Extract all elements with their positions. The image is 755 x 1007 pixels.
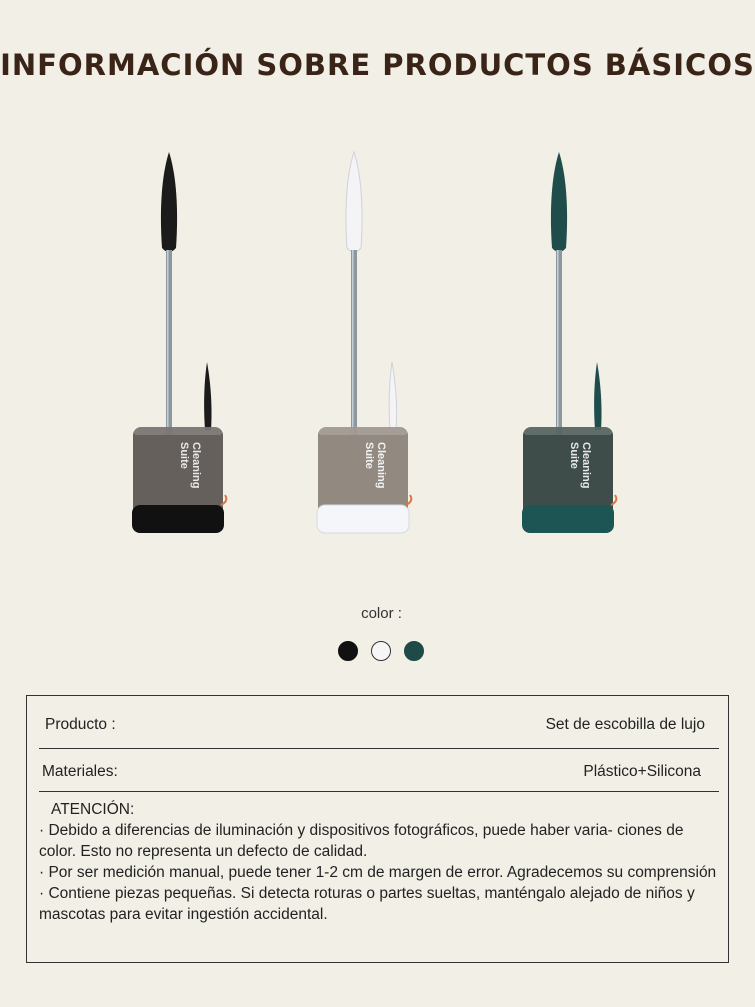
svg-text:CleaningSuite: CleaningSuite: [363, 442, 387, 489]
divider: [39, 791, 719, 792]
swatch-white[interactable]: [371, 641, 391, 661]
toilet-brush-icon: [300, 140, 460, 550]
color-label: color :: [361, 605, 402, 622]
note-item: · Debido a diferencias de iluminación y dispositivos fotográficos, puede haber varia- ciones de color. Esto no representa un defecto de calidad.: [39, 822, 684, 860]
note-item: · Por ser medición manual, puede tener 1-2 cm de margen de error. Agradecemos su comprensión: [39, 864, 717, 881]
svg-text:CleaningSuite: CleaningSuite: [178, 442, 202, 489]
svg-text:CleaningSuite: CleaningSuite: [568, 442, 592, 489]
product-image-green: [505, 140, 665, 550]
swatch-green[interactable]: [404, 641, 424, 661]
toilet-brush-icon: [115, 140, 275, 550]
attention-title: ATENCIÓN:: [51, 801, 135, 818]
product-label: Producto :: [45, 716, 116, 733]
materials-label: Materiales:: [42, 763, 118, 780]
toilet-brush-icon: [505, 140, 665, 550]
materials-value: Plástico+Silicona: [583, 763, 701, 780]
attention-section: [39, 799, 719, 925]
product-image-black: [115, 140, 275, 550]
note-item: · Contiene piezas pequeñas. Si detecta roturas o partes sueltas, manténgalo alejado de niños y mascotas para evitar ingestión accidental.: [39, 885, 695, 923]
page-title: INFORMACIÓN SOBRE PRODUCTOS BÁSICOS: [0, 48, 755, 82]
info-box: [26, 695, 729, 963]
product-gallery: [0, 140, 755, 550]
product-image-white: [300, 140, 460, 550]
divider: [39, 748, 719, 749]
swatch-black[interactable]: [338, 641, 358, 661]
product-value: Set de escobilla de lujo: [545, 716, 705, 733]
